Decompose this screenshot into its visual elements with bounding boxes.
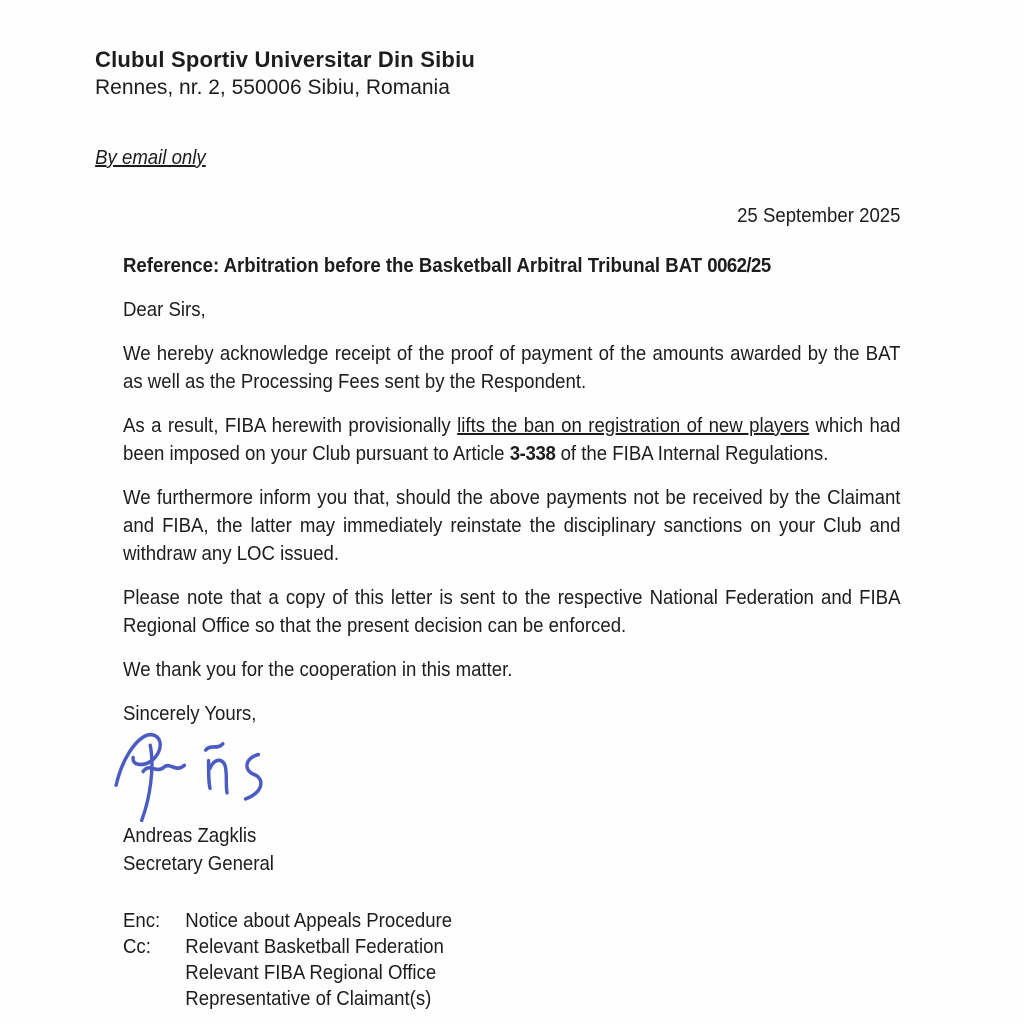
paragraph-2-end: of the FIBA Internal Regulations. (555, 443, 829, 465)
signatory-title: Secretary General (123, 853, 274, 875)
signature-svg (112, 730, 354, 822)
letter-body (95, 144, 901, 1012)
closing: Sincerely Yours, (123, 703, 257, 725)
paragraph-2-after: which had been imposed on your Club pursuant to Article (123, 415, 901, 465)
recipient-block (95, 46, 1024, 102)
cc-label-spacer (123, 960, 185, 986)
reference-text: Reference: Arbitration before the Basketball Arbitral Tribunal BAT (123, 255, 708, 277)
paragraph-4: Please note that a copy of this letter is sent to the respective National Federation and FIBA Regional Office so that the present decision can be enforced. (123, 587, 901, 637)
reference-line (123, 252, 900, 280)
cc-item: Representative of Claimant(s) (185, 988, 432, 1010)
paragraph-5: We thank you for the cooperation in this matter. (123, 659, 513, 681)
delivery-note: By email only (95, 147, 206, 169)
recipient-address: Rennes, nr. 2, 550006 Sibiu, Romania (95, 76, 450, 99)
signature-image (112, 730, 901, 822)
cc-item: Relevant Basketball Federation (185, 936, 444, 958)
paragraph-1: We hereby acknowledge receipt of the proof of payment of the amounts awarded by the BAT as well as the Processing Fees sent by the Respondent. (123, 343, 901, 393)
paragraph-2 (123, 412, 900, 468)
signatory-block (123, 822, 900, 878)
paragraph-3: We furthermore inform you that, should the above payments not be received by the Claimant and FIBA, the latter may immediately reinstate the disciplinary sanctions on your Club and withdraw any LOC issued. (123, 487, 901, 565)
paragraph-2-before: As a result, FIBA herewith provisionally (123, 415, 458, 437)
recipient-name: Clubul Sportiv Universitar Din Sibiu (95, 47, 476, 72)
cc-label: Cc: (123, 936, 151, 958)
cc-label-spacer (123, 986, 185, 1012)
letter-date: 25 September 2025 (737, 205, 901, 227)
article-number: 3-338 (509, 443, 556, 465)
enc-item: Notice about Appeals Procedure (185, 910, 453, 932)
salutation: Dear Sirs, (123, 299, 206, 321)
enc-label: Enc: (123, 910, 161, 932)
signatory-name: Andreas Zagklis (123, 825, 257, 847)
paragraph-2-underlined: lifts the ban on registration of new players (457, 415, 810, 437)
enclosures-block (123, 908, 900, 1012)
reference-number: 0062/25 (707, 255, 771, 277)
cc-item: Relevant FIBA Regional Office (185, 962, 437, 984)
